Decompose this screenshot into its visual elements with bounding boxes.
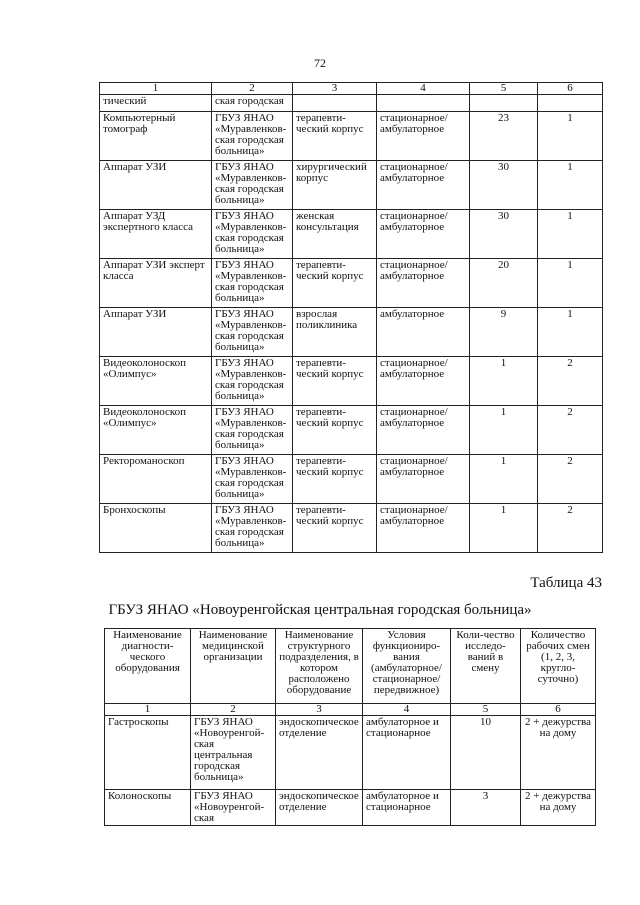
studies-count-cell: 10: [451, 716, 521, 790]
equipment-name-cell: Видеоколоноскоп «Олимпус»: [100, 357, 212, 406]
studies-count-cell: 20: [470, 259, 538, 308]
studies-count-cell: 1: [470, 357, 538, 406]
equipment-name-cell: Компьютерный томограф: [100, 112, 212, 161]
equipment-name-cell: Аппарат УЗИ эксперт класса: [100, 259, 212, 308]
organization-cell: ГБУЗ ЯНАО «Муравленков-ская городская больница»: [212, 210, 293, 259]
column-header: Наименование медицинской организации: [191, 629, 276, 704]
shifts-cell: 1: [538, 308, 603, 357]
organization-cell: ская городская: [212, 95, 293, 112]
column-header: Наименование структурного подразделения, в котором расположено оборудование: [276, 629, 363, 704]
department-cell: [293, 95, 377, 112]
organization-cell: ГБУЗ ЯНАО «Муравленков-ская городская больница»: [212, 161, 293, 210]
department-cell: терапевти-ческий корпус: [293, 406, 377, 455]
studies-count-cell: [470, 95, 538, 112]
conditions-cell: стационарное/ амбулаторное: [377, 259, 470, 308]
equipment-name-cell: Аппарат УЗД экспертного класса: [100, 210, 212, 259]
column-header: Наименование диагности-ческого оборудования: [105, 629, 191, 704]
column-number: 1: [100, 83, 212, 95]
studies-count-cell: 23: [470, 112, 538, 161]
column-number: 6: [538, 83, 603, 95]
conditions-cell: стационарное/ амбулаторное: [377, 504, 470, 553]
organization-cell: ГБУЗ ЯНАО «Новоуренгой-ская центральная городская больница»: [191, 716, 276, 790]
table-row: [100, 259, 603, 308]
studies-count-cell: 9: [470, 308, 538, 357]
organization-cell: ГБУЗ ЯНАО «Новоуренгой-ская: [191, 790, 276, 826]
organization-cell: ГБУЗ ЯНАО «Муравленков-ская городская больница»: [212, 504, 293, 553]
department-cell: хирургический корпус: [293, 161, 377, 210]
studies-count-cell: 30: [470, 210, 538, 259]
conditions-cell: амбулаторное и стационарное: [363, 716, 451, 790]
shifts-cell: 2: [538, 455, 603, 504]
department-cell: терапевти-ческий корпус: [293, 112, 377, 161]
equipment-table: [104, 628, 596, 826]
shifts-cell: 1: [538, 259, 603, 308]
organization-cell: ГБУЗ ЯНАО «Муравленков-ская городская больница»: [212, 455, 293, 504]
conditions-cell: стационарное/ амбулаторное: [377, 210, 470, 259]
column-number: 5: [470, 83, 538, 95]
conditions-cell: амбулаторное: [377, 308, 470, 357]
shifts-cell: [538, 95, 603, 112]
table-row: [105, 790, 596, 826]
department-cell: женская консультация: [293, 210, 377, 259]
column-number: 5: [451, 704, 521, 716]
table-row: [100, 406, 603, 455]
organization-cell: ГБУЗ ЯНАО «Муравленков-ская городская больница»: [212, 112, 293, 161]
studies-count-cell: 1: [470, 504, 538, 553]
column-number: 4: [363, 704, 451, 716]
table-row: [100, 308, 603, 357]
studies-count-cell: 3: [451, 790, 521, 826]
table-row: [100, 455, 603, 504]
shifts-cell: 1: [538, 210, 603, 259]
equipment-name-cell: Гастроскопы: [105, 716, 191, 790]
header-row: [105, 629, 596, 704]
studies-count-cell: 30: [470, 161, 538, 210]
organization-cell: ГБУЗ ЯНАО «Муравленков-ская городская больница»: [212, 259, 293, 308]
column-header: Коли-чество исследо-ваний в смену: [451, 629, 521, 704]
conditions-cell: стационарное/ амбулаторное: [377, 406, 470, 455]
department-cell: терапевти-ческий корпус: [293, 357, 377, 406]
organization-cell: ГБУЗ ЯНАО «Муравленков-ская городская больница»: [212, 406, 293, 455]
column-number: 1: [105, 704, 191, 716]
conditions-cell: стационарное/ амбулаторное: [377, 112, 470, 161]
department-cell: эндоскопическое отделение: [276, 790, 363, 826]
shifts-cell: 2 + дежурства на дому: [521, 716, 596, 790]
table-row: [100, 112, 603, 161]
column-number: 3: [293, 83, 377, 95]
department-cell: эндоскопическое отделение: [276, 716, 363, 790]
conditions-cell: амбулаторное и стационарное: [363, 790, 451, 826]
equipment-name-cell: Видеоколоноскоп «Олимпус»: [100, 406, 212, 455]
table-row: [100, 357, 603, 406]
column-number-row: [100, 83, 603, 95]
studies-count-cell: 1: [470, 406, 538, 455]
conditions-cell: стационарное/ амбулаторное: [377, 455, 470, 504]
table-row: [100, 95, 603, 112]
department-cell: терапевти-ческий корпус: [293, 259, 377, 308]
organization-cell: ГБУЗ ЯНАО «Муравленков-ская городская больница»: [212, 357, 293, 406]
column-number: 2: [212, 83, 293, 95]
studies-count-cell: 1: [470, 455, 538, 504]
equipment-name-cell: Аппарат УЗИ: [100, 308, 212, 357]
page-number: 72: [314, 56, 326, 70]
shifts-cell: 1: [538, 112, 603, 161]
equipment-table-continued: [99, 82, 603, 553]
column-number-row: [105, 704, 596, 716]
section-title: ГБУЗ ЯНАО «Новоуренгойская центральная городская больница»: [108, 602, 532, 618]
equipment-name-cell: Бронхоскопы: [100, 504, 212, 553]
equipment-name-cell: Колоноскопы: [105, 790, 191, 826]
department-cell: терапевти-ческий корпус: [293, 455, 377, 504]
shifts-cell: 2: [538, 504, 603, 553]
shifts-cell: 1: [538, 161, 603, 210]
column-number: 6: [521, 704, 596, 716]
column-number: 3: [276, 704, 363, 716]
column-number: 2: [191, 704, 276, 716]
shifts-cell: 2: [538, 357, 603, 406]
column-header: Условия функциониро-вания (амбулаторное/ стационарное/ передвижное): [363, 629, 451, 704]
table-label: Таблица 43: [530, 575, 602, 591]
equipment-name-cell: Аппарат УЗИ: [100, 161, 212, 210]
department-cell: терапевти-ческий корпус: [293, 504, 377, 553]
shifts-cell: 2: [538, 406, 603, 455]
shifts-cell: 2 + дежурства на дому: [521, 790, 596, 826]
column-header: Количество рабочих смен (1, 2, 3, кругло-суточно): [521, 629, 596, 704]
table-row: [100, 161, 603, 210]
conditions-cell: [377, 95, 470, 112]
equipment-name-cell: Ректороманоскоп: [100, 455, 212, 504]
conditions-cell: стационарное/ амбулаторное: [377, 161, 470, 210]
table-row: [105, 716, 596, 790]
department-cell: взрослая поликлиника: [293, 308, 377, 357]
organization-cell: ГБУЗ ЯНАО «Муравленков-ская городская больница»: [212, 308, 293, 357]
column-number: 4: [377, 83, 470, 95]
table-row: [100, 504, 603, 553]
table-row: [100, 210, 603, 259]
equipment-name-cell: тический: [100, 95, 212, 112]
conditions-cell: стационарное/ амбулаторное: [377, 357, 470, 406]
